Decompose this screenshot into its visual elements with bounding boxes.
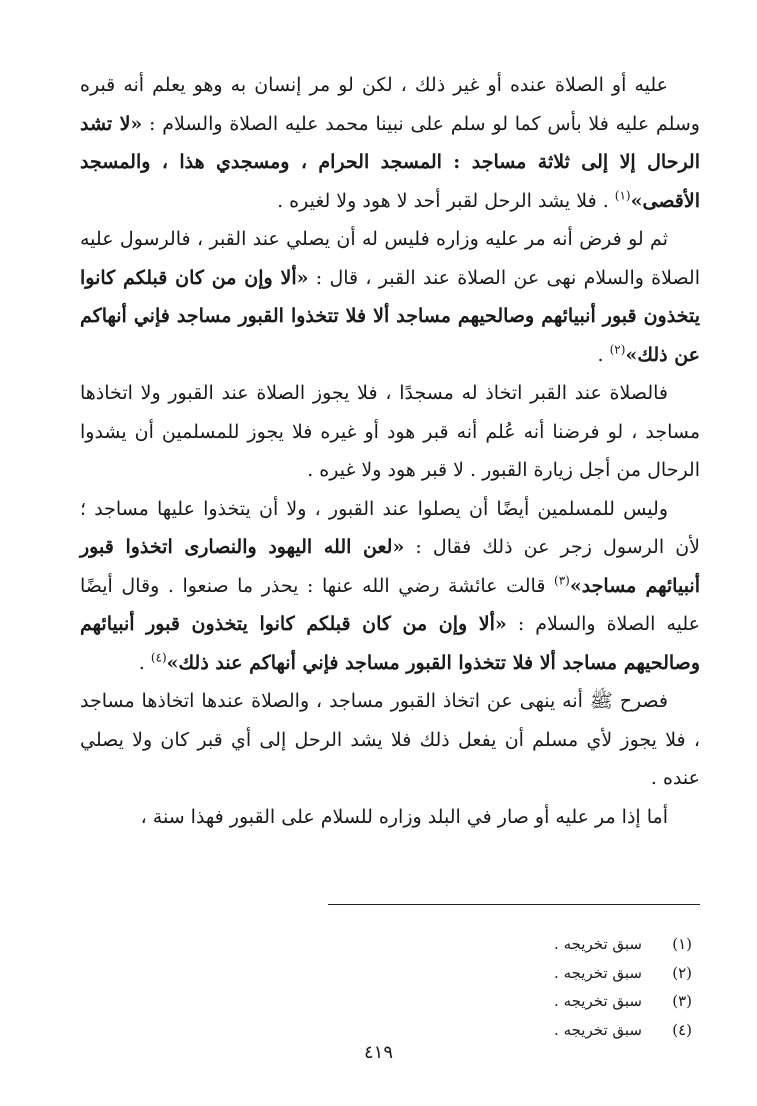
paragraph (80, 220, 700, 374)
footnote-reference: (٤) (150, 650, 167, 665)
footnote-reference: (٣) (554, 573, 570, 588)
main-text (80, 66, 700, 836)
footnote-text: سبق تخريجه . (554, 963, 642, 982)
text-segment: فالصلاة عند القبر اتخاذ له مسجدًا ، فلا يجوز الصلاة عند القبور ولا اتخاذها مساجد ، لو فرضنا أنه عُلم أنه قبر هود أو غيره فلا يجوز للمسلمين أن يشدوا الرحال من أجل زيارة القبور . لا قبر هود ولا غيره . (80, 382, 700, 481)
text-segment: . فلا يشد الرحل لقبر أحد لا هود ولا لغيره . (277, 189, 615, 212)
page-number: ٤١٩ (363, 1042, 393, 1063)
text-segment: ثم لو فرض أنه مر عليه وزاره فليس له أن يصلي عند القبر ، فالرسول عليه الصلاة والسلام نهى عن الصلاة عند القبر ، قال : (80, 228, 701, 289)
footnote-separator (328, 904, 700, 905)
footnote-text: سبق تخريجه . (554, 935, 642, 953)
footnote-number: (٢) (672, 963, 692, 982)
paragraph (80, 682, 700, 798)
text-segment: وليس للمسلمين أيضًا أن يصلوا عند القبور ، ولا أن يتخذوا عليها مساجد ؛ لأن الرسول زجر عن ذلك فقال : (80, 497, 700, 558)
text-segment: عليه أو الصلاة عنده أو غير ذلك ، لكن لو مر إنسان به وهو يعلم أنه قبره وسلم عليه فلا بأس كما لو سلم على نبينا محمد عليه الصلاة والسلام : (80, 74, 700, 135)
footnote-number: (١) (672, 935, 692, 953)
hadith-quote: «لا تشد الرحال إلا إلى ثلاثة مساجد : المسجد الحرام ، ومسجدي هذا ، والمسجد الأقصى» (80, 112, 700, 212)
footnote-text: سبق تخريجه . (554, 1020, 642, 1039)
footnotes (380, 930, 692, 1044)
footnote-text: سبق تخريجه . (554, 992, 642, 1010)
footnote-reference: (١) (614, 188, 631, 203)
footnote (380, 959, 692, 988)
footnote (380, 930, 692, 959)
paragraph (80, 798, 700, 837)
text-segment: . (138, 651, 151, 674)
hadith-quote: «لعن الله اليهود والنصارى اتخذوا قبور أنبيائهم مساجد» (80, 536, 701, 597)
paragraph (80, 490, 700, 683)
text-segment: . (597, 343, 610, 366)
hadith-quote: «ألا وإن من كان قبلكم كانوا يتخذون قبور أنبيائهم وصالحيهم مساجد ألا فلا تتخذوا القبور مساجد فإني أنهاكم عند ذلك» (80, 613, 700, 674)
footnote-reference: (٢) (609, 342, 626, 357)
text-segment: فصرح ﷺ أنه ينهى عن اتخاذ القبور مساجد ، والصلاة عندها اتخاذها مساجد ، فلا يجوز لأي مسلم أن يفعل ذلك فلا يشد الرحل إلى أي قبر كان ولا يصلي عنده . (80, 690, 700, 789)
footnote (380, 987, 692, 1016)
footnote (380, 1016, 692, 1045)
hadith-quote: «ألا وإن من كان قبلكم كانوا يتخذون قبور أنبيائهم وصالحيهم مساجد ألا فلا تتخذوا القبور مساجد فإني أنهاكم عن ذلك» (80, 266, 700, 366)
text-segment: أما إذا مر عليه أو صار في البلد وزاره للسلام على القبور فهذا سنة ، (140, 805, 668, 828)
paragraph (80, 66, 700, 220)
footnote-number: (٤) (672, 1020, 692, 1039)
footnote-number: (٣) (672, 992, 692, 1010)
text-segment: قالت عائشة رضي الله عنها : يحذر ما صنعوا . وقال أيضًا عليه الصلاة والسلام : (80, 574, 700, 635)
paragraph (80, 374, 700, 490)
